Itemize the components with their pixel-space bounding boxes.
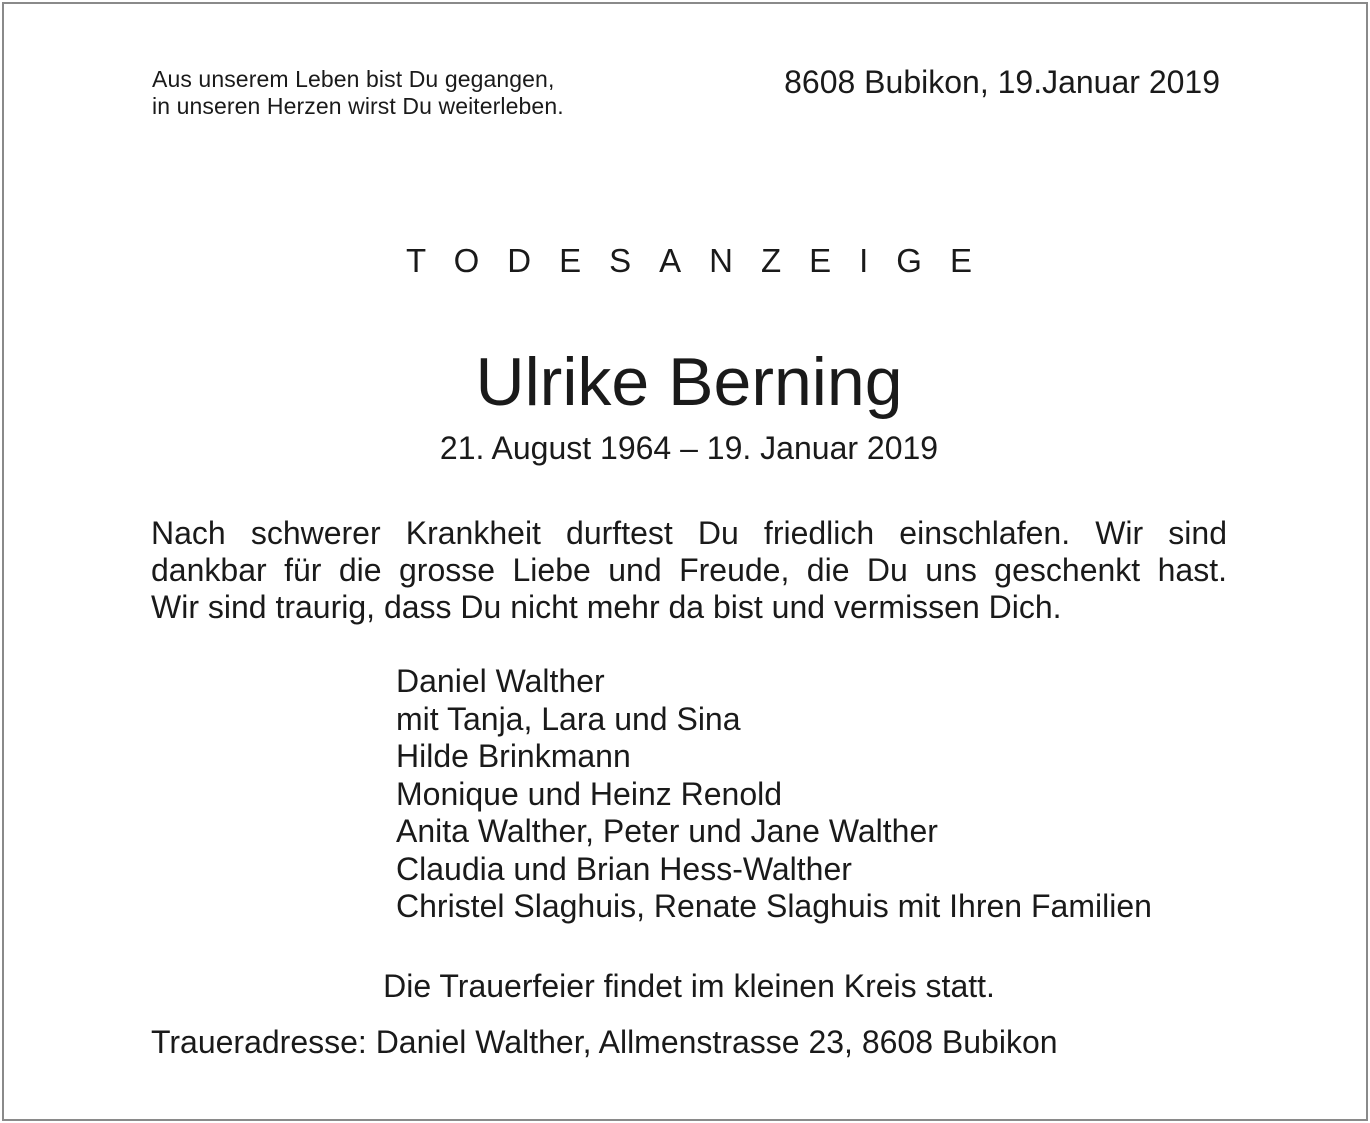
message-line-2: dankbar für die grosse Liebe und Freude, die Du uns geschenkt hast. [151, 552, 1227, 588]
mourner-entry: Anita Walther, Peter und Jane Walther [396, 813, 938, 849]
mourner-entry: Claudia und Brian Hess-Walther [396, 850, 852, 887]
mourners-list [396, 663, 1152, 926]
message-line-3: Wir sind traurig, dass Du nicht mehr da bist und vermissen Dich. [151, 589, 1062, 625]
message-line-1: Nach schwerer Krankheit durftest Du friedlich einschlafen. Wir sind [151, 515, 1227, 551]
farewell-message [151, 515, 1227, 626]
mourner-entry: Daniel Walther [396, 663, 605, 699]
ceremony-note: Die Trauerfeier findet im kleinen Kreis statt. [383, 968, 995, 1004]
mourner-entry: mit Tanja, Lara und Sina [396, 700, 741, 737]
place-and-date: 8608 Bubikon, 19.Januar 2019 [784, 64, 1220, 100]
motto-line-2: in unseren Herzen wirst Du weiterleben. [152, 93, 564, 119]
motto-line-1: Aus unserem Leben bist Du gegangen, [152, 66, 555, 92]
mourner-entry: Christel Slaghuis, Renate Slaghuis mit Ihren Familien [396, 888, 1152, 924]
deceased-name: Ulrike Berning [475, 344, 903, 420]
notice-heading: TODESANZEIGE [406, 242, 1000, 279]
mourner-entry: Hilde Brinkmann [396, 738, 631, 774]
mourner-entry: Monique und Heinz Renold [396, 775, 783, 812]
obituary-notice [2, 2, 1368, 1121]
life-dates: 21. August 1964 – 19. Januar 2019 [439, 430, 939, 466]
motto-quote [152, 66, 564, 120]
mourning-address: Traueradresse: Daniel Walther, Allmenstrasse 23, 8608 Bubikon [151, 1024, 1058, 1060]
